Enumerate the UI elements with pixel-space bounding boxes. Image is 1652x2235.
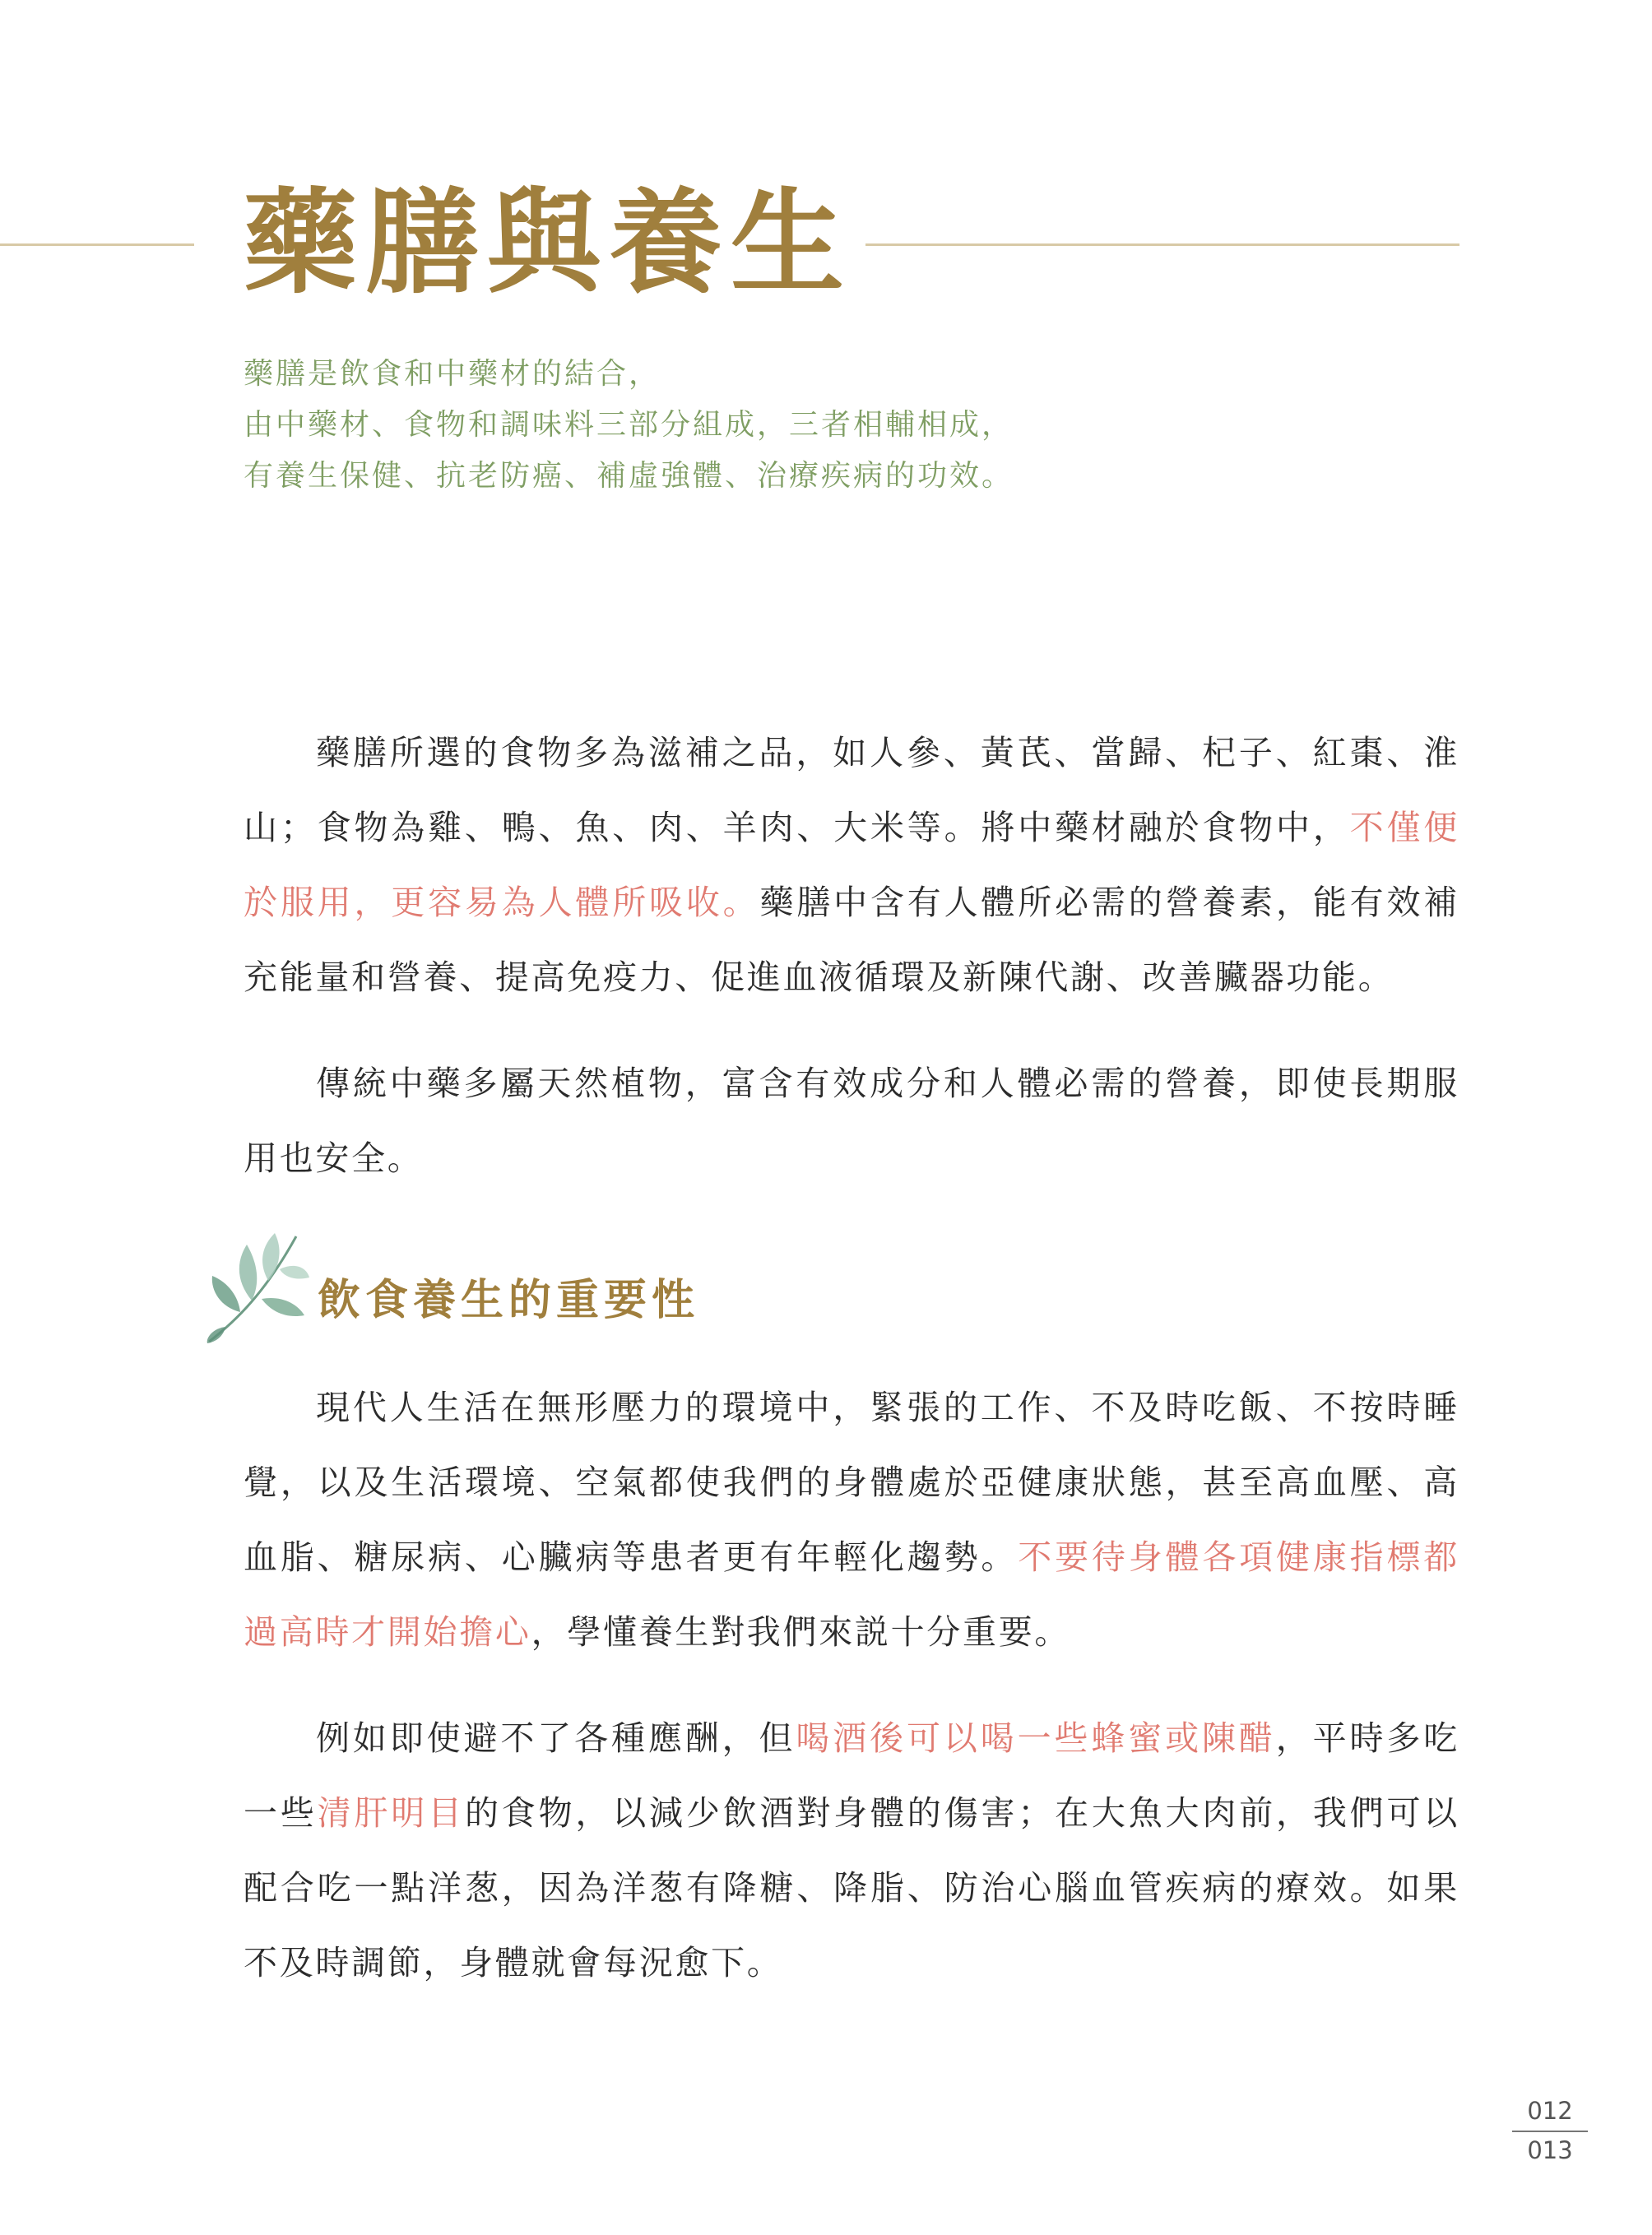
body-paragraph xyxy=(244,1370,1459,1670)
body-text: ，平時多吃一些 xyxy=(244,1718,1459,1833)
intro-line: 藥膳是飲食和中藥材的結合， xyxy=(244,357,661,391)
body-text: 藥膳中含有人體所必需的營養素，能有效補充能量和營養、提高免疫力、促進血液循環及新陳代謝、改善臟器功能。 xyxy=(244,883,1459,997)
highlighted-text: 清肝明目 xyxy=(317,1793,465,1833)
body-paragraph xyxy=(244,716,1459,1015)
body-text: 藥膳所選的食物多為滋補之品，如人參、黃芪、當歸、杞子、紅棗、淮山；食物為雞、鴨、魚、肉、羊肉、大米等。將中藥材融於食物中， xyxy=(244,733,1459,847)
title-rule-right xyxy=(865,243,1459,246)
body-text: 傳統中藥多屬天然植物，富含有效成分和人體必需的營養，即使長期服用也安全。 xyxy=(244,1064,1459,1178)
page-title: 藥膳與養生 xyxy=(244,175,853,309)
body-text: 例如即使避不了各種應酬，但 xyxy=(316,1718,796,1758)
intro-line: 由中藥材、食物和調味料三部分組成，三者相輔相成， xyxy=(244,408,1014,442)
body-text: 現代人生活在無形壓力的環境中，緊張的工作、不及時吃飯、不按時睡覺，以及生活環境、空氣都使我們的身體處於亞健康狀態，甚至高血壓、高血脂、糖尿病、心臟病等患者更有年輕化趨勢。 xyxy=(244,1388,1459,1577)
body-text: ，學懂養生對我們來説十分重要。 xyxy=(531,1612,1071,1652)
intro-line: 有養生保健、抗老防癌、補虛強體、治療疾病的功效。 xyxy=(244,459,1014,493)
highlighted-text: 不僅便於服用，更容易為人體所吸收。 xyxy=(244,808,1459,922)
body-text: 的食物，以減少飲酒對身體的傷害；在大魚大肉前，我們可以配合吃一點洋葱，因為洋葱有降糖、降脂、防治心腦血管疾病的療效。如果不及時調節，身體就會每況愈下。 xyxy=(244,1793,1459,1982)
body-paragraph xyxy=(244,1046,1459,1196)
leaf-sprig-icon xyxy=(204,1230,311,1345)
highlighted-text: 不要待身體各項健康指標都過高時才開始擔心 xyxy=(244,1537,1460,1652)
body-paragraph xyxy=(244,1701,1459,2001)
page-number: 012 xyxy=(1527,2097,1573,2125)
highlighted-text: 喝酒後可以喝一些蜂蜜或陳醋 xyxy=(796,1718,1276,1758)
page-number-divider xyxy=(1512,2131,1588,2132)
intro-text xyxy=(244,349,1395,502)
page-number: 013 xyxy=(1527,2136,1573,2164)
title-rule-left xyxy=(0,243,194,246)
section-heading: 飲食養生的重要性 xyxy=(318,1276,700,1325)
